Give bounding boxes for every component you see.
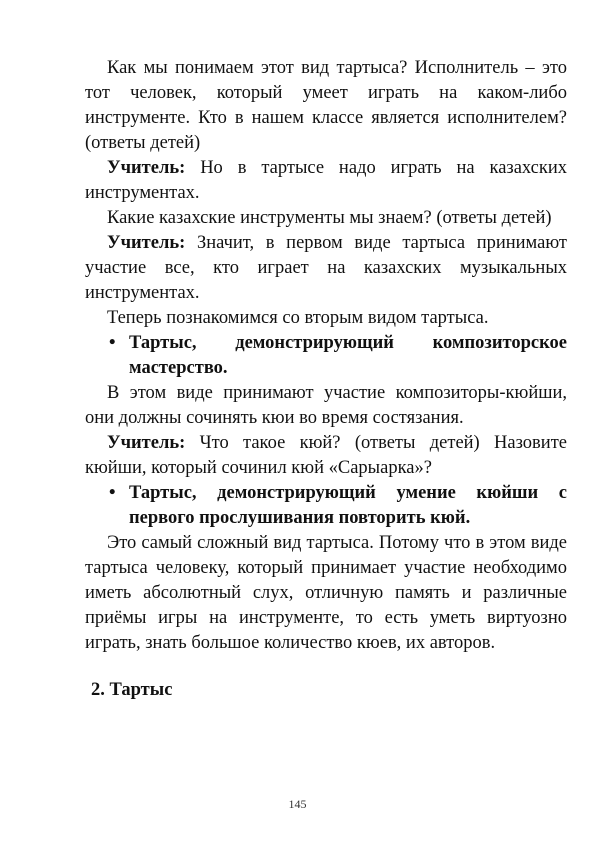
speaker-text: Что такое кюй? (ответы детей) Назовите кюйши, который сочинил кюй «Сарыарка»? [85,433,567,478]
paragraph-teacher-first-type [85,231,567,306]
bullet-composer-mastery [85,331,567,381]
speaker-label: Учитель: [107,233,186,253]
speaker-text: Значит, в первом виде тартыса принимают участие все, кто играет на казахских музыкальных инструментах. [85,233,567,303]
bullet-icon: • [109,333,116,353]
bullet-first-listening [85,481,567,531]
paragraph-composers: В этом виде принимают участие композиторы-кюйши, они должны сочинять кюи во время состязания. [85,383,567,428]
body-text [85,56,567,703]
paragraph-hardest-type: Это самый сложный вид тартыса. Потому что в этом виде тартыса человеку, который принимает участие необходимо иметь абсолютный слух, отличную память и различные приёмы игры на инструменте, то есть уметь виртуозно играть, знать большое количество кюев, их авторов. [85,533,567,653]
speaker-label: Учитель: [107,433,186,453]
page-number: 145 [288,797,307,811]
paragraph-second-type-intro: Теперь познакомимся со вторым видом тартыса. [107,308,489,328]
paragraph-teacher-kui [85,431,567,481]
speaker-text: Но в тартысе надо играть на казахских инструментах. [85,158,567,203]
paragraph-teacher-instruments [85,156,567,206]
section-heading: 2. Тартыс [91,680,173,700]
speaker-label: Учитель: [107,158,186,178]
bullet-text: Тартыс, демонстрирующий композиторское мастерство. [129,333,567,378]
bullet-icon: • [109,483,116,503]
bullet-text: Тартыс, демонстрирующий умение кюйши с первого прослушивания повторить кюй. [129,483,567,528]
paragraph-performer: Как мы понимаем этот вид тартыса? Исполнитель – это тот человек, который умеет играть на каком-либо инструменте. Кто в нашем классе является исполнителем? (ответы детей) [85,58,567,153]
paragraph-kazakh-instruments: Какие казахские инструменты мы знаем? (ответы детей) [107,208,552,228]
